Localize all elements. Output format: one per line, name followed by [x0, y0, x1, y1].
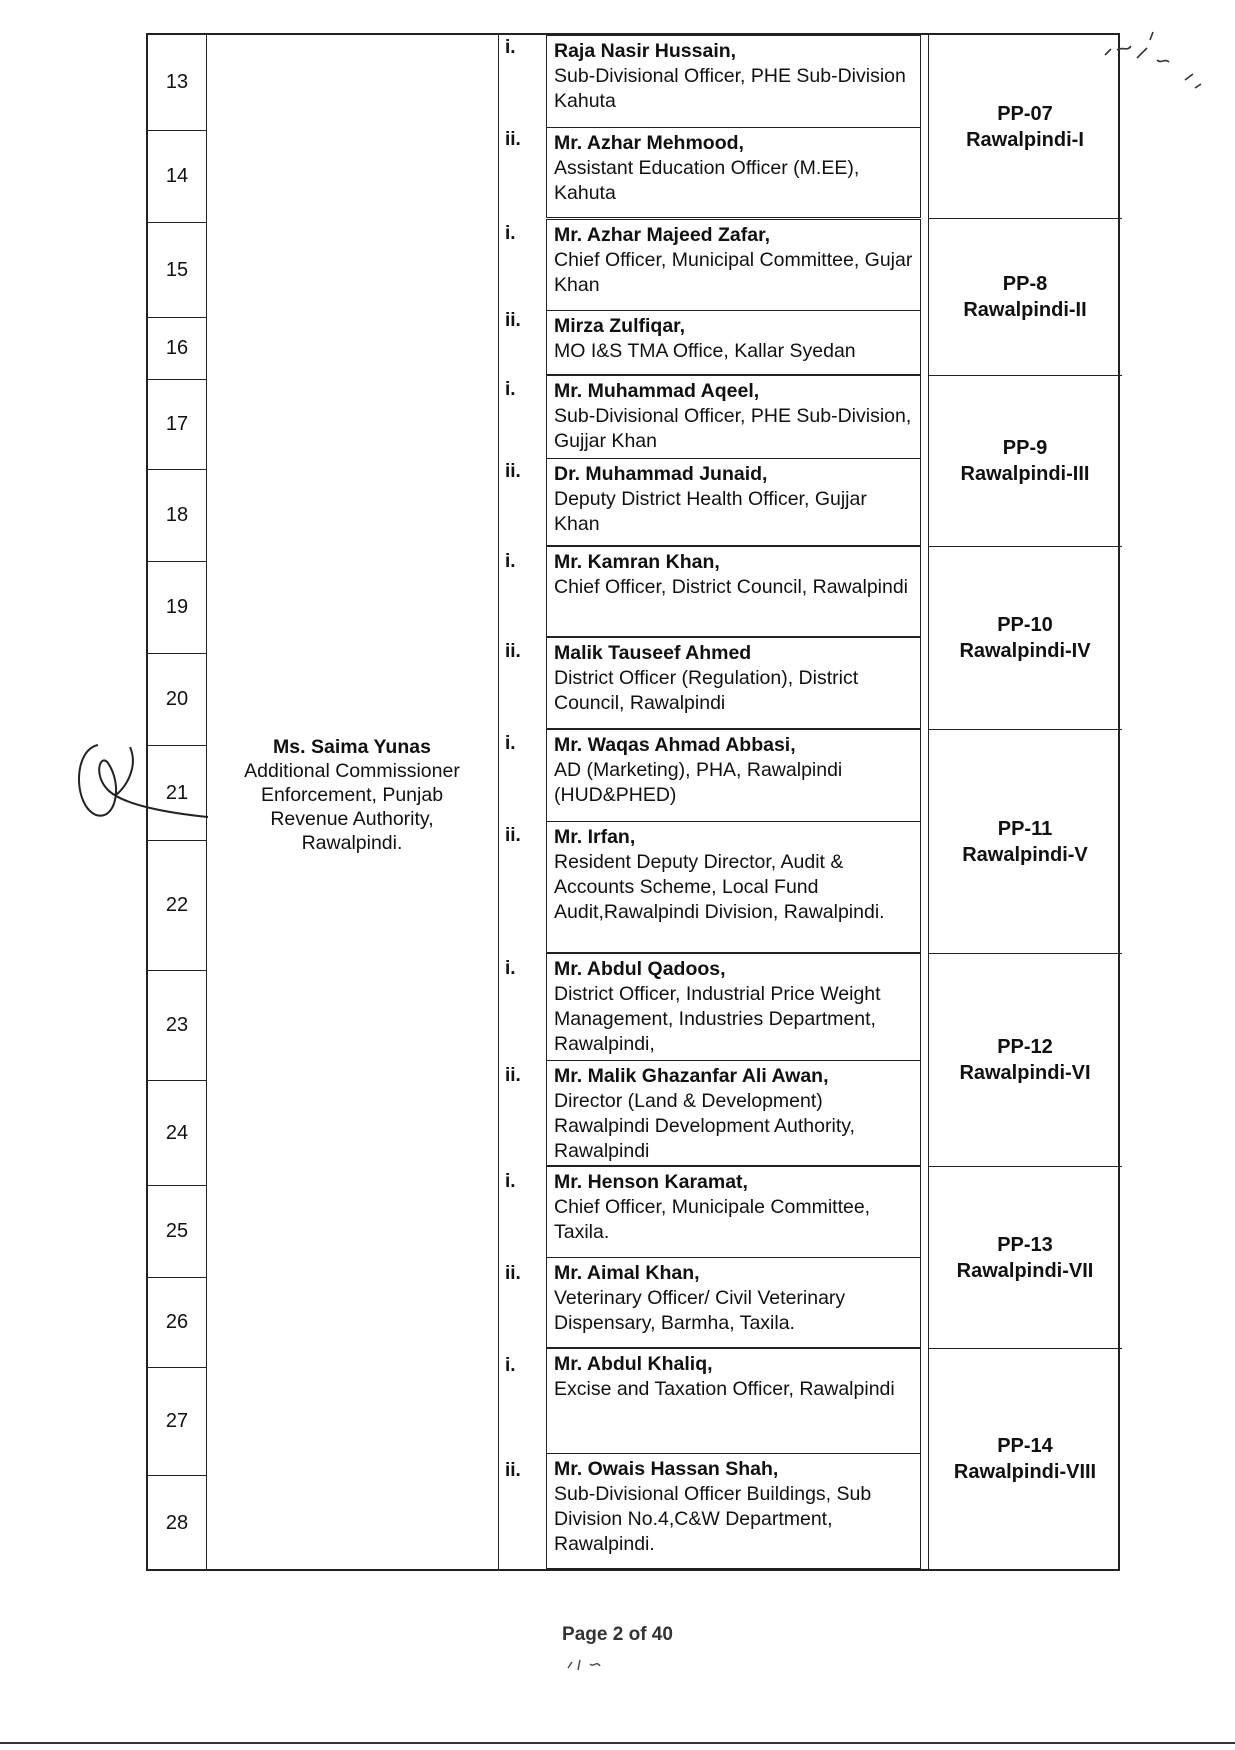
item-numeral: i.: [505, 733, 516, 754]
serial-number: 26: [148, 1277, 206, 1367]
assigned-person: [546, 637, 921, 729]
person-designation: Assistant Education Officer (M.EE), Kahuta: [554, 157, 860, 204]
serial-number: 17: [148, 379, 206, 469]
constituency-name: Rawalpindi-I: [966, 128, 1084, 151]
handwritten-scribble-mark: [1095, 20, 1215, 100]
serial-number: 24: [148, 1080, 206, 1185]
serial-number: 15: [148, 222, 206, 317]
constituency-code: PP-10: [997, 614, 1053, 636]
person-name: Mirza Zulfiqar,: [554, 315, 686, 337]
assigned-person: [546, 35, 921, 128]
constituency-cell: [928, 1166, 1122, 1348]
constituency-name: Rawalpindi-VI: [959, 1062, 1091, 1084]
person-name: Malik Tauseef Ahmed: [554, 642, 752, 664]
person-designation: District Officer, Industrial Price Weight Management, Industries Department, Rawalpindi,: [554, 983, 881, 1055]
item-numeral: i.: [505, 551, 516, 572]
person-name: Mr. Abdul Khaliq,: [554, 1353, 713, 1375]
constituency-code: PP-07: [997, 102, 1053, 125]
constituency-code: PP-8: [1002, 273, 1048, 295]
assigned-person: [546, 729, 921, 822]
person-name: Dr. Muhammad Junaid,: [554, 463, 768, 485]
officer-designation-line: Revenue Authority,: [270, 808, 434, 830]
serial-number: 28: [148, 1475, 206, 1571]
person-name: Mr. Irfan,: [554, 826, 636, 848]
person-designation: MO I&S TMA Office, Kallar Syedan: [554, 340, 856, 362]
officer-name: Ms. Saima Yunas: [273, 736, 431, 758]
person-name: Mr. Waqas Ahmad Abbasi,: [554, 734, 796, 756]
assigned-person: [546, 375, 921, 459]
item-numeral: ii.: [505, 461, 521, 482]
person-name: Mr. Muhammad Aqeel,: [554, 380, 760, 402]
person-name: Mr. Aimal Khan,: [554, 1262, 700, 1284]
constituency-name: Rawalpindi-III: [960, 463, 1090, 485]
assigned-person: [546, 1348, 921, 1454]
person-designation: District Officer (Regulation), District Council, Rawalpindi: [554, 667, 859, 714]
constituency-name: Rawalpindi-VII: [956, 1259, 1094, 1282]
serial-number: 19: [148, 561, 206, 653]
serial-number: 18: [148, 469, 206, 561]
person-name: Mr. Owais Hassan Shah,: [554, 1458, 779, 1480]
handwritten-signature-mark: [68, 735, 218, 825]
constituency-cell: [928, 729, 1122, 953]
assigned-person: [546, 1257, 921, 1348]
item-numeral: i.: [505, 37, 516, 58]
serial-number: 13: [165, 71, 189, 93]
item-numeral: ii.: [505, 1263, 521, 1284]
person-designation: Excise and Taxation Officer, Rawalpindi: [554, 1378, 895, 1400]
column-divider: [498, 35, 499, 1569]
person-name: Mr. Azhar Majeed Zafar,: [554, 224, 771, 246]
constituency-cell: [928, 953, 1122, 1166]
page-number: Page 2 of 40: [562, 1624, 673, 1645]
item-numeral: i.: [505, 223, 516, 244]
constituency-cell: [928, 35, 1122, 218]
person-name: Mr. Malik Ghazanfar Ali Awan,: [554, 1065, 829, 1087]
item-numeral: i.: [505, 1171, 516, 1192]
constituency-cell: [928, 546, 1122, 729]
assigned-person: [546, 310, 921, 375]
constituency-code: PP-13: [997, 1233, 1053, 1256]
officer-designation-line: Enforcement, Punjab: [260, 784, 444, 806]
person-name: Mr. Azhar Mehmood,: [554, 132, 744, 154]
constituency-name: Rawalpindi-II: [963, 299, 1087, 321]
constituency-code: PP-12: [997, 1036, 1053, 1058]
person-name: Mr. Henson Karamat,: [554, 1171, 748, 1193]
constituency-name: Rawalpindi-IV: [959, 640, 1091, 662]
assigned-person: [546, 546, 921, 637]
person-designation: Chief Officer, Municipal Committee, Gujar Khan: [554, 249, 913, 296]
constituency-cell: [928, 1348, 1122, 1569]
item-numeral: i.: [505, 1355, 516, 1376]
person-name: Mr. Kamran Khan,: [554, 551, 720, 573]
person-designation: Chief Officer, Municipale Committee, Taxila.: [554, 1196, 871, 1243]
person-designation: Resident Deputy Director, Audit & Accounts Scheme, Local Fund Audit,Rawalpindi Division, Rawalpindi.: [554, 851, 885, 923]
assigned-person: [546, 821, 921, 953]
constituency-cell: [928, 218, 1122, 375]
stamp-scribble-mark: [560, 1650, 620, 1680]
assigned-person: [546, 458, 921, 546]
serial-number: 20: [148, 653, 206, 745]
item-numeral: i.: [505, 958, 516, 979]
supervising-officer: [206, 735, 498, 855]
serial-number: 21: [148, 745, 206, 840]
officer-designation-line: Additional Commissioner: [244, 760, 460, 782]
constituency-name: Rawalpindi-VIII: [953, 1461, 1097, 1483]
constituency-code: PP-11: [997, 817, 1053, 840]
item-numeral: i.: [505, 379, 516, 400]
item-numeral: ii.: [505, 1065, 521, 1086]
item-numeral: ii.: [505, 310, 521, 331]
item-numeral: ii.: [505, 825, 521, 846]
assignment-table: [146, 33, 1120, 1571]
constituency-cell: [928, 375, 1122, 546]
constituency-name: Rawalpindi-V: [962, 843, 1088, 866]
person-designation: Sub-Divisional Officer, PHE Sub-Division Kahuta: [554, 65, 906, 112]
serial-number: 25: [148, 1185, 206, 1277]
assigned-person: [546, 219, 921, 311]
person-designation: Chief Officer, District Council, Rawalpindi: [554, 576, 909, 598]
constituency-code: PP-14: [997, 1435, 1053, 1457]
constituency-code: PP-9: [1002, 437, 1048, 459]
serial-number: 23: [148, 970, 206, 1080]
scan-edge-line: [0, 1742, 1235, 1744]
item-numeral: ii.: [505, 129, 521, 150]
person-designation: Sub-Divisional Officer, PHE Sub-Division, Gujjar Khan: [554, 405, 912, 452]
person-designation: Deputy District Health Officer, Gujjar Khan: [554, 488, 867, 535]
assigned-person: [546, 1166, 921, 1258]
assigned-person: [546, 1453, 921, 1569]
assigned-person: [546, 1060, 921, 1166]
officer-designation-line: Rawalpindi.: [301, 832, 403, 854]
assigned-person: [546, 127, 921, 218]
person-designation: AD (Marketing), PHA, Rawalpindi (HUD&PHED): [554, 759, 843, 806]
person-name: Raja Nasir Hussain,: [554, 40, 737, 62]
person-name: Mr. Abdul Qadoos,: [554, 958, 726, 980]
serial-number: 27: [148, 1367, 206, 1475]
serial-number: 14: [148, 130, 206, 222]
person-designation: Sub-Divisional Officer Buildings, Sub Division No.4,C&W Department, Rawalpindi.: [554, 1483, 872, 1555]
serial-number: 22: [148, 840, 206, 970]
person-designation: Veterinary Officer/ Civil Veterinary Dispensary, Barmha, Taxila.: [554, 1287, 846, 1334]
assigned-person: [546, 953, 921, 1061]
item-numeral: ii.: [505, 641, 521, 662]
person-designation: Director (Land & Development) Rawalpindi Development Authority, Rawalpindi: [554, 1090, 855, 1162]
serial-number: 16: [148, 317, 206, 379]
item-numeral: ii.: [505, 1460, 521, 1481]
